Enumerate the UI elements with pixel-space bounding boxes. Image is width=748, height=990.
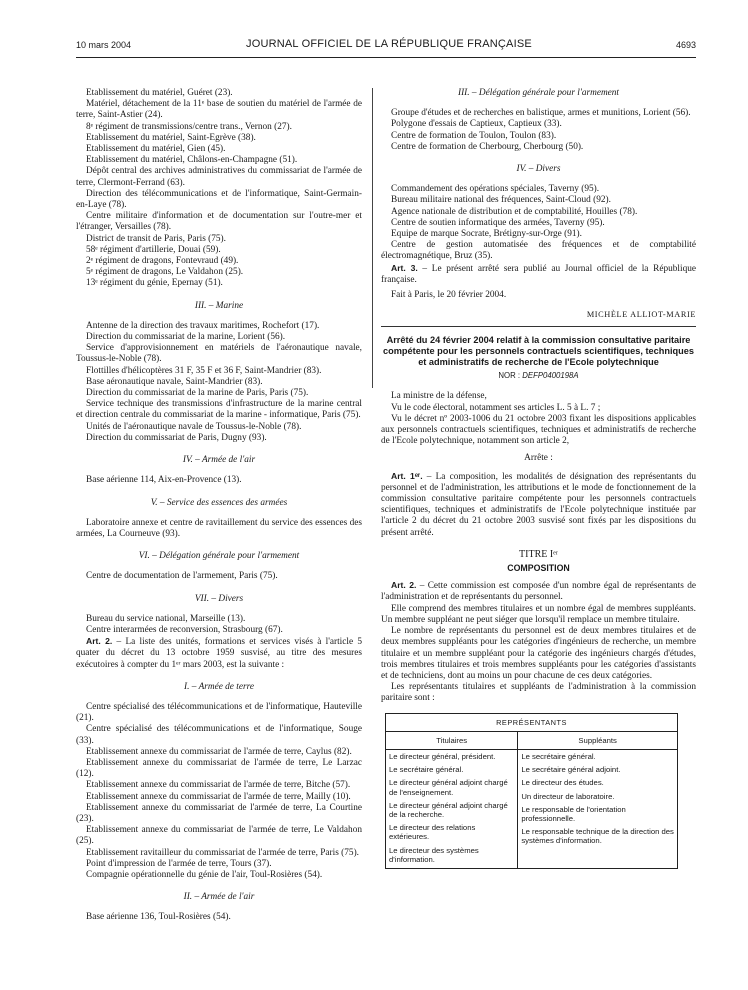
list-item: Vu le décret nº 2003-1006 du 21 octobre 2003 fixant les dispositions applicables aux personnels contractuels scientifiques, techniques et administratifs de recherche de l'Ecole polytechnique, notamment son article 2, xyxy=(381,413,696,447)
composition-heading: COMPOSITION xyxy=(507,563,570,574)
list-item: District de transit de Paris, Paris (75). xyxy=(86,233,226,244)
representatives-table xyxy=(385,713,678,869)
section-air: IV. – Armée de l'air xyxy=(182,455,256,466)
list-army-units xyxy=(76,88,362,290)
list-item: Etablissement annexe du commissariat de l'armée de terre, Le Valdahon (25). xyxy=(76,825,362,847)
table-cell-entry: Le secrétaire général adjoint. xyxy=(521,765,621,775)
section-air-2: II. – Armée de l'air xyxy=(183,892,255,903)
list-divers-right xyxy=(381,184,696,262)
list-item: Groupe d'études et de recherches en balistique, armes et munitions, Lorient (56). xyxy=(391,108,691,119)
list-item: Polygone d'essais de Captieux, Captieux (33). xyxy=(391,119,562,130)
list-item: Centre militaire d'information et de documentation sur l'outre-mer et l'étranger, Versailles (78). xyxy=(76,211,362,233)
article-2-para-4: Les représentants titulaires et suppléants de l'administration à la commission paritaire sont : xyxy=(381,682,696,704)
list-item: Compagnie opérationnelle du génie de l'air, Toul-Rosières (54). xyxy=(86,869,323,880)
list-item: La ministre de la défense, xyxy=(391,391,487,402)
list-item: Commandement des opérations spéciales, Taverny (95). xyxy=(391,184,600,195)
table-cell-entry: Le directeur général, président. xyxy=(389,751,496,761)
list-item: Equipe de marque Socrate, Brétigny-sur-Orge (91). xyxy=(391,229,582,240)
list-item: Bureau militaire national des fréquences, Saint-Cloud (92). xyxy=(391,195,611,206)
list-air xyxy=(76,475,362,486)
nor-reference: NOR : DEFP0400198A xyxy=(498,371,579,381)
list-item: Etablissement annexe du commissariat de l'armée de terre, La Courtine (23). xyxy=(76,802,362,824)
article-2: Art. 2. – La liste des unités, formations et services visés à l'article 5 quater du décret du 13 octobre 1959 susvisé, au titre des mesures exécutoires à compter du 1ᵉʳ mars 2003, est la suivante : xyxy=(76,636,363,670)
signature: MICHÈLE ALLIOT-MARIE xyxy=(586,310,696,320)
page-header xyxy=(76,38,696,54)
table-cell-entry: Un directeur de laboratoire. xyxy=(521,791,615,801)
list-item: 5ᵉ régiment de dragons, Le Valdahon (25). xyxy=(86,267,244,278)
list-item: Base aérienne 136, Toul-Rosières (54). xyxy=(86,912,231,923)
column-header-titulaires: Titulaires xyxy=(386,731,518,749)
table-cell-entry: Le secrétaire général. xyxy=(389,765,464,775)
article-2-para-2: Elle comprend des membres titulaires et un nombre égal de membres suppléants. Un membre suppléant ne peut siéger que lorsqu'il remplace un membre titulaire. xyxy=(381,603,696,625)
list-item: Direction du commissariat de Paris, Dugny (93). xyxy=(86,432,267,443)
section-dga-right: III. – Délégation générale pour l'armement xyxy=(457,88,620,98)
list-item: Matériel, détachement de la 11ᵉ base de soutien du matériel de l'armée de terre, Saint-Astier (24). xyxy=(76,99,362,121)
article-2-right: Art. 2. – Cette commission est composée d'un nombre égal de représentants de l'administration et de représentants du personnel. xyxy=(381,580,697,603)
list-item: 13ᵉ régiment du génie, Epernay (51). xyxy=(86,278,223,289)
right-column xyxy=(381,88,696,869)
list-item: Centre spécialisé des télécommunications et de l'informatique, Souge (33). xyxy=(76,724,362,746)
arrete-title: Arrêté du 24 février 2004 relatif à la commission consultative paritaire compétente pour les personnels contractuels scientifiques, techniques et administratifs de recherche de l'Ecole polytechnique xyxy=(383,335,694,367)
list-item: 8ᵉ régiment de transmissions/centre trans., Vernon (27). xyxy=(86,121,292,132)
list-item: Antenne de la direction des travaux maritimes, Rochefort (17). xyxy=(86,320,320,331)
list-item: Bureau du service national, Marseille (13). xyxy=(86,613,246,624)
titulaires-cell xyxy=(386,749,518,868)
table-cell-entry: Le secrétaire général. xyxy=(521,751,596,761)
column-divider xyxy=(372,88,373,388)
column-header-suppleants: Suppléants xyxy=(518,731,678,749)
table-cell-entry: Le directeur des études. xyxy=(521,778,604,788)
list-item: Centre de soutien informatique des armées, Taverny (95). xyxy=(391,217,605,228)
table-title: REPRÉSENTANTS xyxy=(386,713,678,731)
table-cell-entry: Le directeur des relations extérieures. xyxy=(389,823,476,842)
list-divers xyxy=(76,614,362,636)
table-cell-entry: Le directeur général adjoint chargé de la recherche. xyxy=(389,800,508,819)
header-rule xyxy=(76,57,696,58)
list-item: Centre de formation de Toulon, Toulon (83). xyxy=(391,130,557,141)
list-item: Etablissement du matériel, Saint-Egrève (38). xyxy=(86,132,256,143)
list-item: 58ᵉ régiment d'artillerie, Douai (59). xyxy=(86,244,221,255)
list-item: Base aéronautique navale, Saint-Mandrier (83). xyxy=(86,376,263,387)
list-item: Etablissement annexe du commissariat de l'armée de terre, Caylus (82). xyxy=(86,746,352,757)
list-dga xyxy=(76,571,362,582)
list-item: Etablissement du matériel, Châlons-en-Champagne (51). xyxy=(86,155,298,166)
list-visas xyxy=(381,391,696,447)
left-column xyxy=(76,88,362,924)
section-divers: VII. – Divers xyxy=(194,593,244,604)
list-item: Point d'impression de l'armée de terre, Tours (37). xyxy=(86,858,272,869)
list-essences xyxy=(76,518,362,540)
section-separator xyxy=(381,326,696,327)
list-item: Vu le code électoral, notamment ses articles L. 5 à L. 7 ; xyxy=(391,402,601,413)
list-item: Centre de formation de Cherbourg, Cherbourg (50). xyxy=(391,141,584,152)
list-item: Centre interarmées de reconversion, Strasbourg (67). xyxy=(86,624,283,635)
list-item: Centre de gestion automatisée des fréquences et de comptabilité électromagnétique, Bruz (35). xyxy=(381,240,696,262)
titre-heading: TITRE Iᵉʳ xyxy=(519,548,558,560)
section-dga: VI. – Délégation générale pour l'armement xyxy=(138,551,300,562)
table-cell-entry: Le directeur général adjoint chargé de l'enseignement. xyxy=(389,778,508,797)
article-1: Art. 1ᵉʳ. – La composition, les modalités de désignation des représentants du personnel et de l'administration, les attributions et le mode de fonctionnement de la commission consultative paritaire compétente pour les personnels contractuels scientifiques, techniques et administratifs de l'Ecole polytechnique instituée par l'article 2 du décret du 21 octobre 2003 susvisé sont fixés par les dispositions du présent arrêté. xyxy=(381,470,696,538)
table-cell-entry: Le responsable technique de la direction des systèmes d'information. xyxy=(521,827,674,846)
fait-a-paris: Fait à Paris, le 20 février 2004. xyxy=(391,290,507,301)
list-item: Flottilles d'hélicoptères 31 F, 35 F et 36 F, Saint-Mandrier (83). xyxy=(86,365,322,376)
list-item: Etablissement annexe du commissariat de l'armée de terre, Bitche (57). xyxy=(86,780,351,791)
list-item: Service technique des transmissions d'infrastructure de la marine central et direction centrale du commissariat de la marine - informatique, Paris (75). xyxy=(76,399,362,421)
arrete-label: Arrête : xyxy=(524,453,553,464)
list-item: Service d'approvisionnement en matériels de l'aéronautique navale, Toussus-le-Noble (78). xyxy=(76,343,362,365)
table-cell-entry: Le responsable de l'orientation professionnelle. xyxy=(521,804,626,823)
list-item: Etablissement du matériel, Gien (45). xyxy=(86,144,226,155)
list-item: Centre de documentation de l'armement, Paris (75). xyxy=(86,571,278,582)
article-3: Art. 3. – Le présent arrêté sera publié au Journal officiel de la République française. xyxy=(381,262,696,285)
page-number: 4693 xyxy=(675,40,696,50)
list-item: Direction des télécommunications et de l'informatique, Saint-Germain-en-Laye (78). xyxy=(76,188,362,211)
list-item: Dépôt central des archives administratives du commissariat de l'armée de terre, Clermont-Ferrand (63). xyxy=(76,166,362,188)
section-essences: V. – Service des essences des armées xyxy=(150,497,288,508)
list-item: 2ᵉ régiment de dragons, Fontevraud (49). xyxy=(86,256,239,267)
list-dga-right xyxy=(381,108,696,153)
header-date: 10 mars 2004 xyxy=(76,40,132,50)
list-item: Unités de l'aéronautique navale de Toussus-le-Noble (78). xyxy=(86,421,302,432)
list-item: Direction du commissariat de la marine de Paris, Paris (75). xyxy=(86,388,309,399)
table-cell-entry: Le directeur des systèmes d'information. xyxy=(389,845,479,864)
list-marine xyxy=(76,321,362,444)
suppleants-cell xyxy=(518,749,678,868)
list-item: Direction du commissariat de la marine, Lorient (56). xyxy=(86,332,286,343)
section-divers-right: IV. – Divers xyxy=(516,164,561,175)
journal-title: JOURNAL OFFICIEL DE LA RÉPUBLIQUE FRANÇAISE xyxy=(246,38,532,50)
article-2-para-3: Le nombre de représentants du personnel est de deux membres titulaires et de deux membres suppléants pour les catégories d'ingénieurs de recherche, un membre titulaire et un membre suppléant pour la catégorie des ingénieurs chargés d'études, trois membres titulaires et trois membres suppléants pour les catégories d'assistants et de techniciens, dont au moins un pour chacune de ces deux catégories. xyxy=(381,626,696,681)
list-air-2 xyxy=(76,912,362,923)
list-item: Etablissement du matériel, Guéret (23). xyxy=(86,88,233,98)
list-item: Agence nationale de distribution et de comptabilité, Houilles (78). xyxy=(391,206,638,217)
list-item: Etablissement annexe du commissariat de l'armée de terre, Le Larzac (12). xyxy=(76,757,362,780)
list-item: Etablissement annexe du commissariat de l'armée de terre, Mailly (10). xyxy=(86,791,351,802)
list-item: Laboratoire annexe et centre de ravitaillement du service des essences des armées, La Courneuve (93). xyxy=(76,517,362,539)
section-marine: III. – Marine xyxy=(194,300,244,311)
section-terre: I. – Armée de terre xyxy=(184,681,254,692)
list-item: Etablissement ravitailleur du commissariat de l'armée de terre, Paris (75). xyxy=(86,847,359,858)
list-item: Base aérienne 114, Aix-en-Provence (13). xyxy=(86,475,242,486)
list-terre xyxy=(76,702,362,881)
list-item: Centre spécialisé des télécommunications et de l'informatique, Hauteville (21). xyxy=(76,701,362,724)
